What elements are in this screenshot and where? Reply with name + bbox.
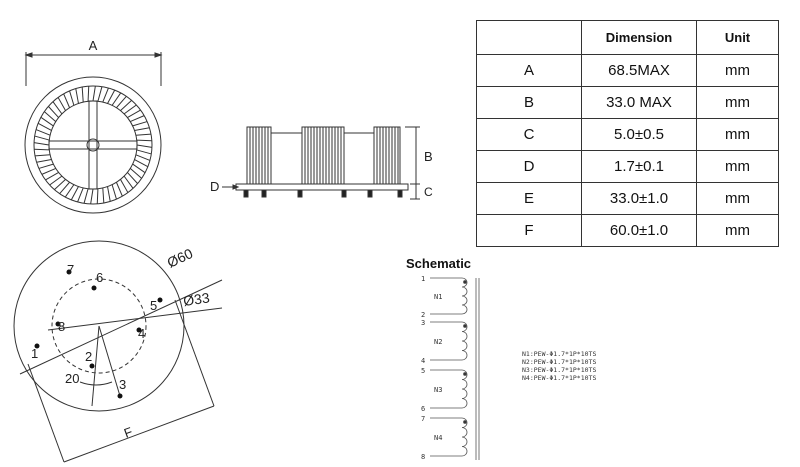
winding-turn: [53, 102, 62, 114]
pin-label-7: 7: [67, 262, 75, 277]
table-row: C 5.0±0.5 mm: [477, 119, 779, 151]
winding-turn: [45, 172, 58, 179]
winding-turn: [108, 187, 111, 202]
winding-turn: [82, 87, 83, 102]
winding-label: N1: [434, 293, 443, 301]
pin-label-4: 4: [138, 326, 146, 341]
pin-dot-6: [92, 286, 97, 291]
winding-turn: [78, 188, 84, 202]
dimension-f-ext-left: [28, 364, 64, 462]
winding-spec-note: N2:PEW-Φ1.7*1P*10TS: [522, 358, 597, 366]
winding-turn: [133, 164, 145, 173]
winding-turn: [127, 110, 140, 117]
schematic-pin-label: 7: [421, 415, 426, 423]
cross-bar-vertical: [89, 101, 97, 189]
winding-turn: [50, 176, 62, 185]
winding-label: N2: [434, 338, 443, 346]
dimension-d-arrow: [233, 185, 238, 189]
winding-turn: [133, 122, 147, 126]
schematic-pin-label: 3: [421, 319, 426, 327]
winding-turn: [120, 179, 127, 192]
winding-turn: [116, 182, 122, 196]
angle-arc: [80, 382, 112, 385]
winding-turn: [39, 164, 53, 168]
winding-turn: [34, 143, 49, 145]
winding-inner-circle: [49, 101, 137, 189]
label-b: B: [424, 149, 433, 164]
pin-label-5: 5: [150, 298, 158, 313]
label-phi60: Ø60: [164, 245, 196, 271]
winding-turn: [130, 116, 144, 122]
winding-label: N4: [434, 434, 443, 442]
polarity-dot: [464, 325, 467, 328]
schematic-pin-label: 6: [421, 405, 426, 413]
winding-block-3: [374, 127, 400, 184]
winding-turn: [103, 88, 109, 102]
angle-label: 20: [65, 371, 80, 386]
schematic-pin-label: 4: [421, 357, 426, 365]
table-header-row: [477, 21, 779, 55]
winding-turn: [93, 86, 95, 101]
winding-outer-circle: [34, 86, 152, 204]
winding-turn: [34, 149, 49, 150]
polarity-dot: [464, 281, 467, 284]
pin-label-8: 8: [58, 319, 66, 334]
polarity-dot: [464, 373, 467, 376]
winding-turn: [98, 87, 102, 102]
label-a: A: [88, 38, 98, 53]
schematic-diagram: [430, 278, 479, 460]
winding-spec-note: N1:PEW-Φ1.7*1P*10TS: [522, 350, 597, 358]
header-unit: Unit: [697, 21, 779, 55]
schematic-pin-label: 8: [421, 453, 426, 461]
winding-turn: [36, 130, 50, 136]
pin-label-6: 6: [96, 270, 104, 285]
pin-label-2: 2: [85, 349, 93, 364]
winding-turn: [124, 176, 133, 188]
label-f: F: [121, 424, 135, 441]
winding-turn: [97, 189, 98, 204]
header-parameter: [477, 21, 582, 55]
winding-turn: [136, 155, 150, 161]
winding-turn: [136, 134, 151, 135]
top-view: [25, 52, 161, 213]
core-outer-circle: [25, 77, 161, 213]
winding-turn: [103, 188, 104, 203]
pin-dot-2: [90, 364, 95, 369]
winding-turn: [64, 94, 70, 108]
winding-turn: [37, 160, 52, 163]
winding-turn: [71, 187, 78, 200]
table-row: D 1.7±0.1 mm: [477, 151, 779, 183]
pin-layout-view: [14, 241, 222, 462]
winding-stripes: [250, 127, 398, 184]
winding-turn: [91, 189, 93, 204]
schematic-pin-label: 2: [421, 311, 426, 319]
winding-turn: [124, 105, 136, 114]
winding-turns: [34, 86, 152, 204]
winding-turn: [137, 145, 152, 147]
winding-turn: [135, 128, 150, 131]
winding-turn: [35, 136, 50, 140]
schematic-pin-label: 1: [421, 275, 426, 283]
schematic-pin-label: 5: [421, 367, 426, 375]
winding-turn: [41, 117, 53, 126]
winding-turn: [58, 97, 65, 110]
winding-turn: [112, 185, 116, 199]
winding-label: N3: [434, 386, 443, 394]
winding-spec-note: N4:PEW-Φ1.7*1P*10TS: [522, 374, 597, 382]
base-plate: [236, 184, 408, 190]
winding-turn: [137, 140, 152, 141]
side-view: [222, 127, 420, 199]
winding-turn: [84, 189, 88, 204]
winding-turn: [135, 160, 148, 167]
winding-turn: [76, 89, 79, 104]
header-dimension: Dimension: [582, 21, 697, 55]
winding-turn: [70, 91, 74, 105]
label-d: D: [210, 179, 220, 194]
winding-spec-note: N3:PEW-Φ1.7*1P*10TS: [522, 366, 597, 374]
pin-label-3: 3: [119, 377, 127, 392]
table-row: E 33.0±1.0 mm: [477, 183, 779, 215]
diameter-line-33: [48, 308, 222, 330]
pin-dot-3: [118, 394, 123, 399]
winding-turn: [42, 168, 56, 174]
table-row: F 60.0±1.0 mm: [477, 215, 779, 247]
winding-turn: [112, 93, 121, 105]
angle-ray: [99, 326, 120, 396]
schematic-title: Schematic: [406, 256, 472, 271]
table-row: B 33.0 MAX mm: [477, 87, 779, 119]
pin-dot-5: [158, 298, 163, 303]
winding-turn: [88, 86, 89, 101]
winding-turn: [38, 123, 51, 130]
winding-turn: [35, 155, 50, 156]
winding-turn: [65, 185, 74, 197]
winding-turn: [137, 150, 152, 154]
label-c: C: [424, 185, 433, 199]
table-row: A 68.5MAX mm: [477, 55, 779, 87]
winding-turn: [108, 90, 115, 103]
dimension-table: [476, 20, 779, 247]
side-pins: [244, 190, 402, 197]
label-phi33: Ø33: [182, 289, 211, 309]
dimension-f-line: [64, 406, 214, 462]
cross-bar-horizontal: [49, 141, 137, 149]
polarity-dot: [464, 421, 467, 424]
pin-label-1: 1: [31, 346, 39, 361]
dimension-f-ext-right: [175, 300, 214, 406]
